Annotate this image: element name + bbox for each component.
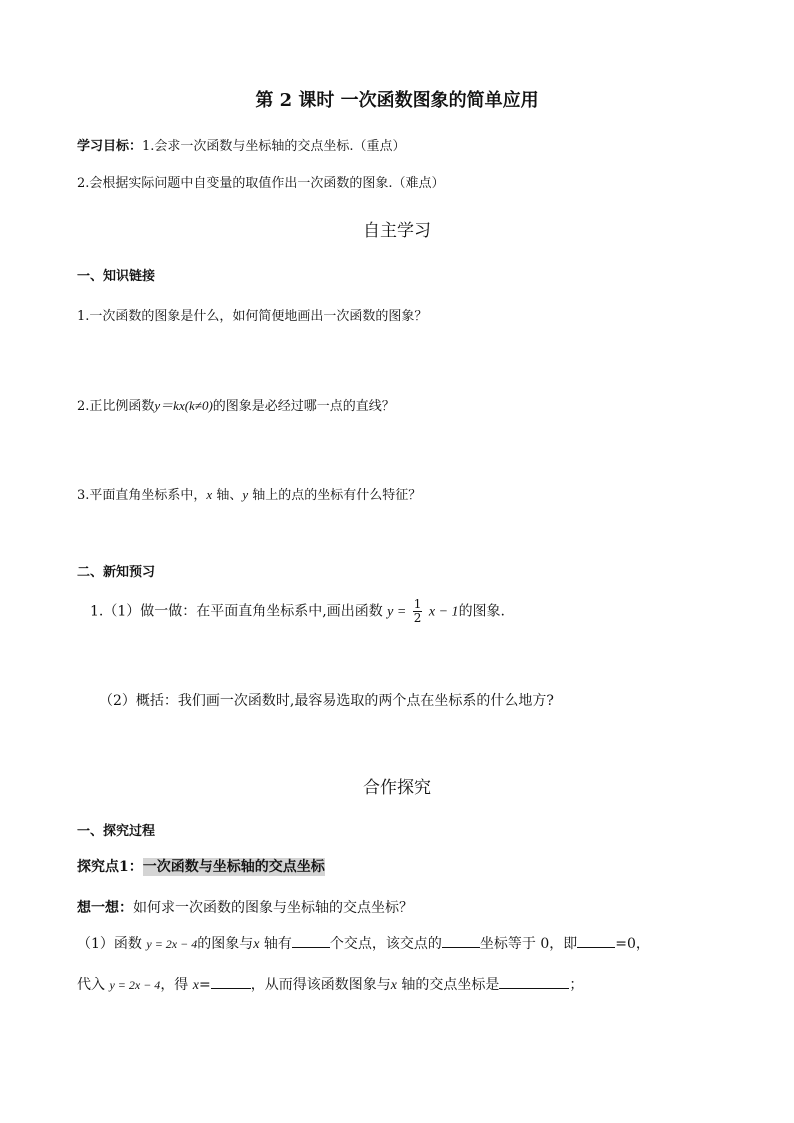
exploration-point-label: 探究点1： — [77, 859, 143, 875]
q2-prefix: 2.正比例函数 — [77, 399, 155, 414]
q2-suffix: 的图象是必经过哪一点的直线？ — [212, 399, 395, 414]
p1-func-rhs: x − 1 — [428, 604, 459, 620]
l2-x2: x — [390, 978, 397, 993]
think-label: 想一想： — [77, 900, 133, 916]
blank-intersection-coordinate[interactable] — [499, 973, 569, 989]
page-title: 第 2 课时 一次函数图象的简单应用 — [255, 90, 539, 111]
subsection-exploration-process: 一、探究过程 — [77, 824, 156, 839]
l1-d: 个交点，该交点的 — [329, 936, 442, 952]
preview-item-2: （2）概括：我们画一次函数时,最容易选取的两个点在坐标系的什么地方? — [99, 693, 554, 709]
l1-x: x — [253, 937, 260, 952]
q3-prefix: 3.平面直角坐标系中， — [77, 488, 207, 503]
q3-y: y — [242, 487, 249, 502]
blank-variable[interactable] — [577, 932, 615, 948]
l1-c: 轴有 — [259, 936, 292, 952]
p1-func-lhs: y = — [387, 604, 407, 620]
fraction-numerator: 1 — [413, 597, 422, 611]
section-heading-self-study: 自主学习 — [363, 221, 431, 241]
question-2 — [77, 395, 395, 414]
l2-a: 代入 — [77, 977, 105, 993]
objective-text-1: 1.会求一次函数与坐标轴的交点坐标.（重点） — [142, 139, 406, 154]
l1-f: =0， — [615, 936, 650, 952]
learning-objective-2: 2.会根据实际问题中自变量的取值作出一次函数的图象.（难点） — [77, 176, 445, 191]
l2-b: ，得 — [160, 977, 193, 993]
fraction-one-half — [413, 598, 423, 625]
fraction-denominator: 2 — [413, 611, 422, 625]
exercise-line-1 — [77, 932, 650, 953]
learning-objective-1 — [77, 135, 406, 154]
section-heading-cooperation: 合作探究 — [363, 778, 431, 798]
blank-coordinate-type[interactable] — [442, 932, 480, 948]
q3-x: x — [206, 487, 213, 502]
exercise-line-2 — [77, 973, 583, 994]
l1-a: （1）函数 — [77, 936, 142, 952]
think-text: 如何求一次函数的图象与坐标轴的交点坐标？ — [133, 900, 413, 916]
l2-f: ； — [569, 977, 584, 993]
subsection-knowledge-link: 一、知识链接 — [77, 269, 156, 284]
function-expression-2: y = 2x − 4 — [109, 978, 161, 992]
subsection-new-knowledge: 二、新知预习 — [77, 565, 156, 580]
l2-e: 轴的交点坐标是 — [396, 977, 500, 993]
question-3 — [77, 484, 421, 503]
q2-formula: y＝kx(k≠0) — [154, 398, 213, 413]
p1-suffix: 的图象. — [458, 603, 506, 620]
exploration-point-1 — [77, 856, 325, 876]
p1-prefix: 1.（1）做一做：在平面直角坐标系中,画出函数 — [90, 603, 383, 620]
l1-e: 坐标等于 0，即 — [479, 936, 578, 952]
function-expression: y = 2x − 4 — [146, 937, 198, 951]
preview-item-1 — [90, 598, 505, 625]
l2-c: = — [198, 977, 211, 993]
l1-b: 的图象与 — [197, 936, 254, 952]
objectives-label: 学习目标： — [77, 139, 143, 154]
blank-x-value[interactable] — [211, 973, 251, 989]
think-line — [77, 897, 413, 917]
q3-suffix: 轴上的点的坐标有什么特征？ — [248, 488, 422, 503]
blank-intersection-count[interactable] — [292, 932, 330, 948]
q3-mid: 轴、 — [212, 488, 243, 503]
l2-x: x — [192, 978, 199, 993]
question-1: 1.一次函数的图象是什么，如何简便地画出一次函数的图象？ — [77, 309, 428, 324]
exploration-point-title: 一次函数与坐标轴的交点坐标 — [142, 859, 325, 875]
l2-d: ，从而得该函数图象与 — [250, 977, 391, 993]
